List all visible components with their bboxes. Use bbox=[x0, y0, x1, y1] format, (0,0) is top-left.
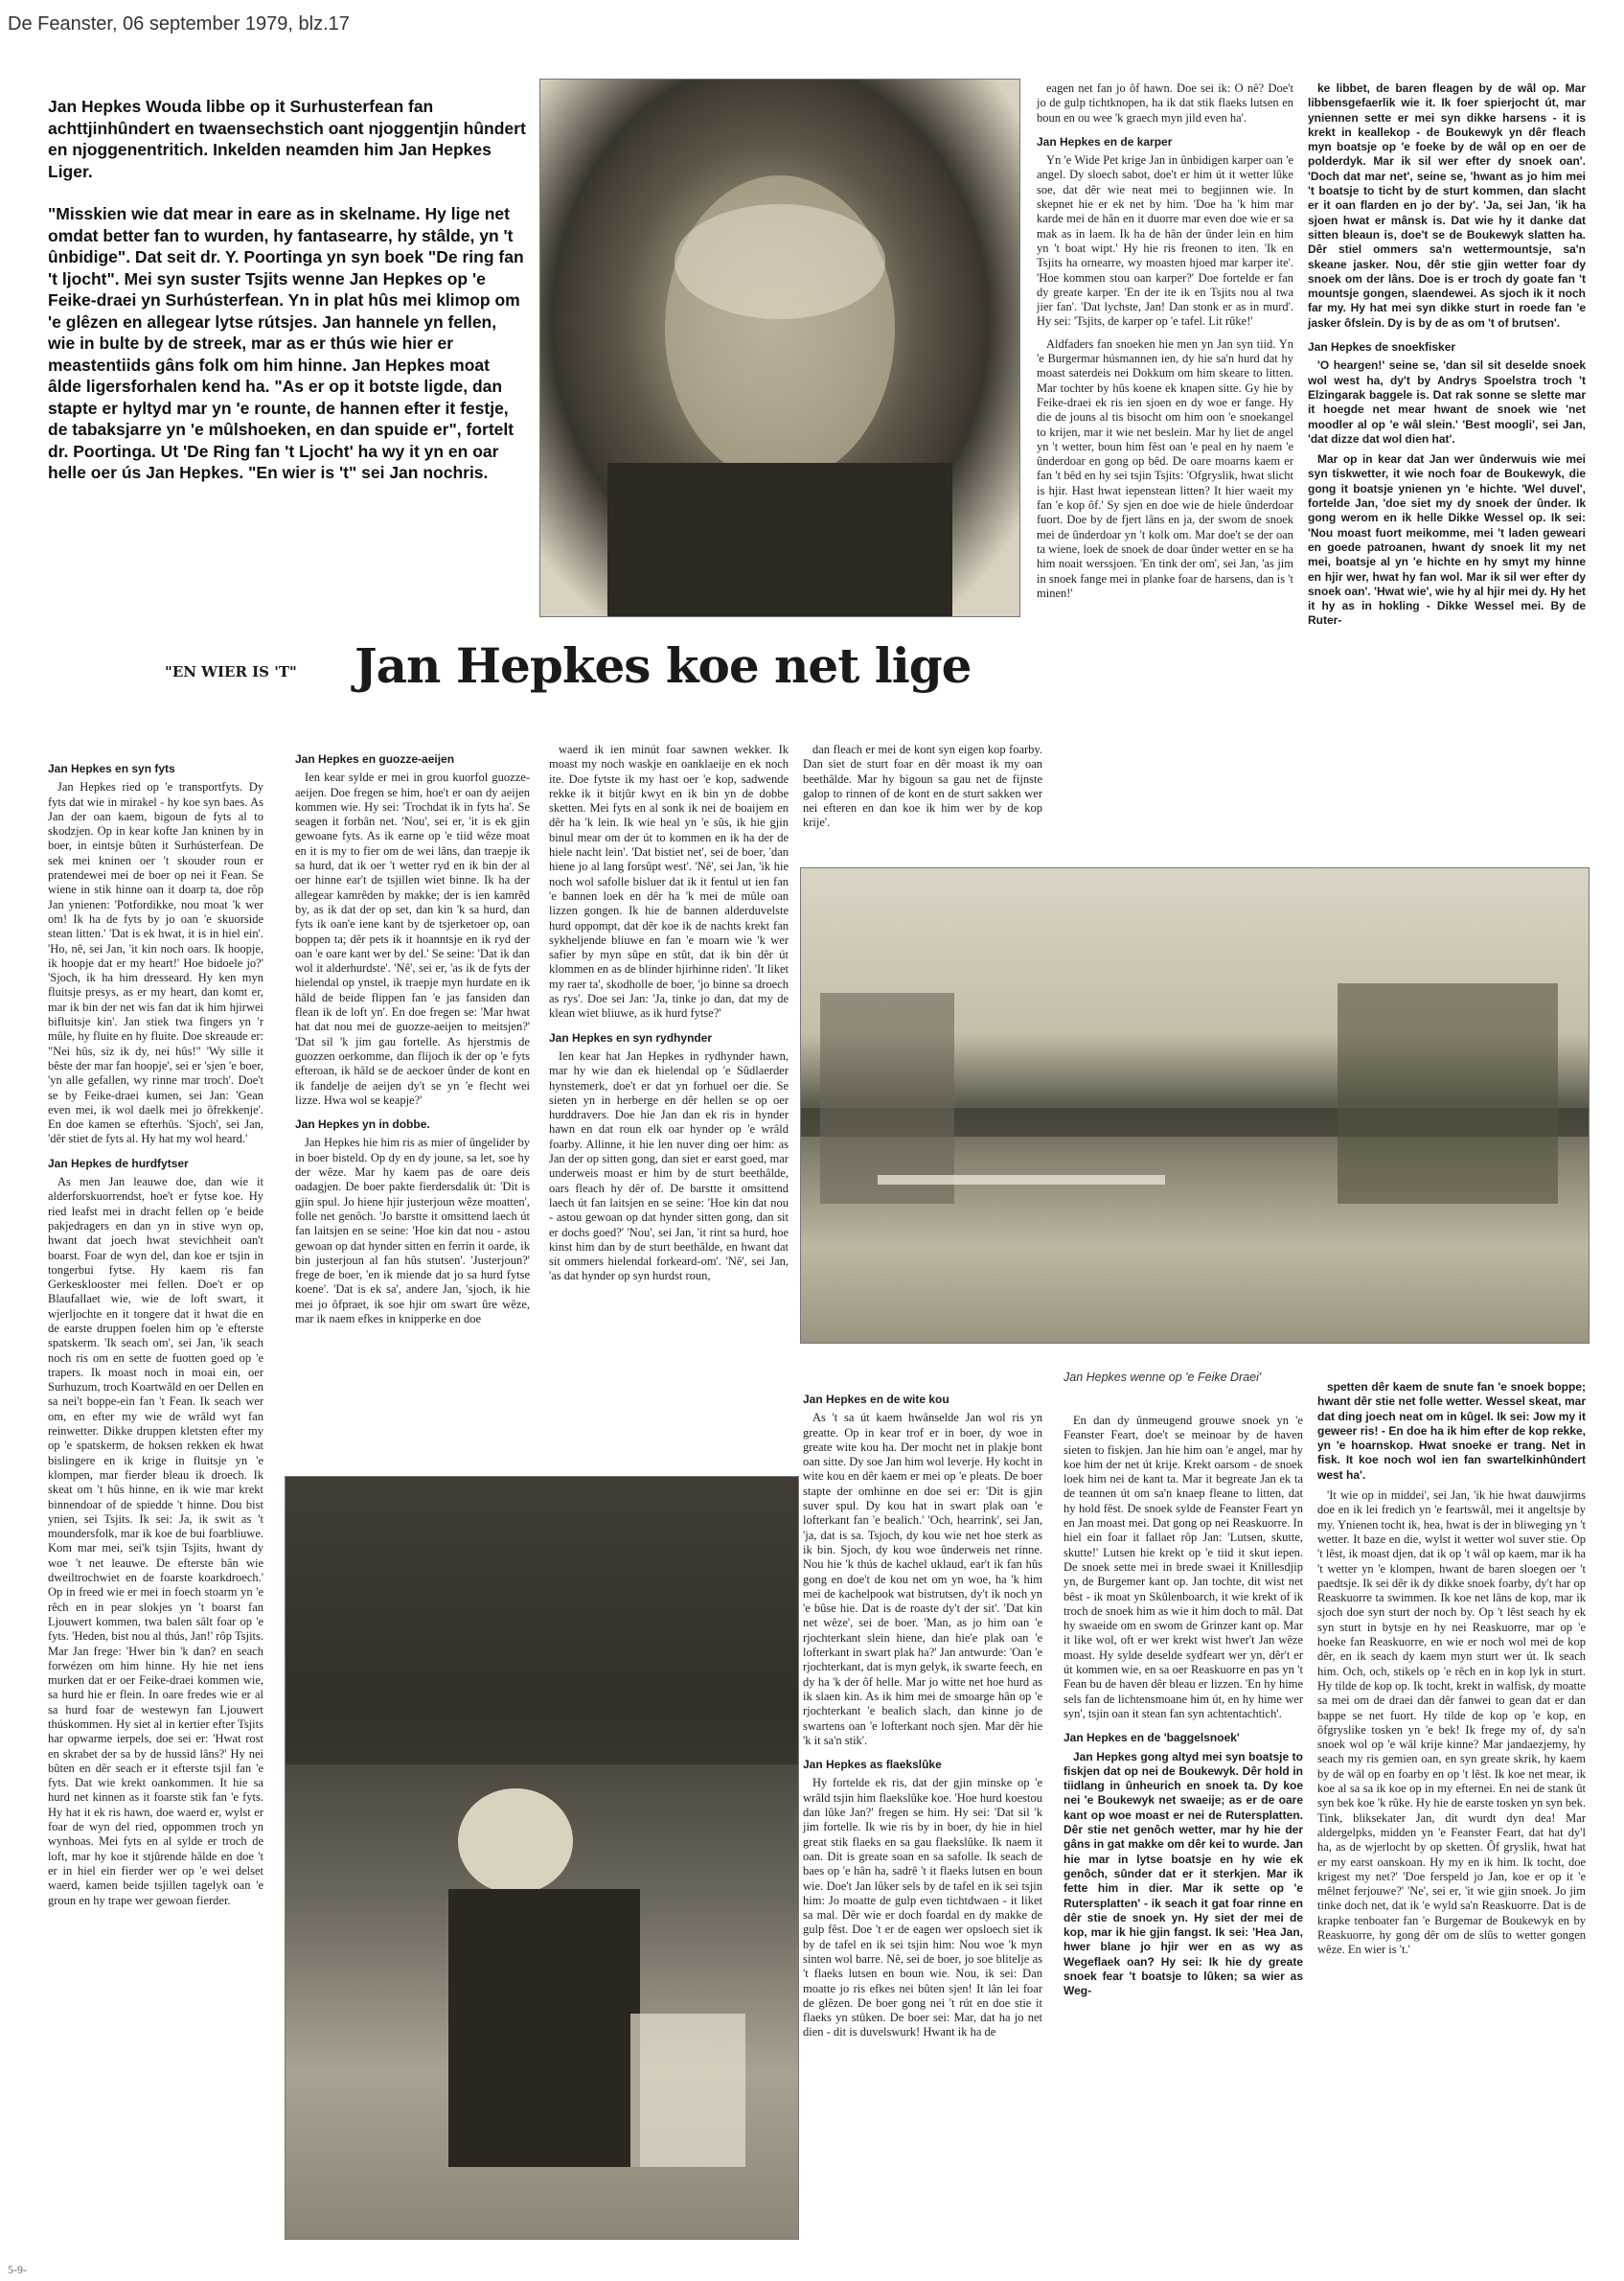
column-3 bbox=[549, 743, 789, 1287]
source-line: De Feanster, 06 september 1979, blz.17 bbox=[8, 13, 350, 35]
article-text: spetten dêr kaem de snute fan 'e snoek boppe; hwant dêr stie net folle wetter. Wessel skeat, mar dat ding joech neat om in kûgel. Ik sei: Jow my it geweer ris! - En doe ha ik him efter de kop rekke, yn 'e hoarnskop. Hwat snoeke er trang. Net in fisk. It koe noch wol ien fan swartelkinhûndert west ha'. bbox=[1317, 1380, 1586, 1482]
column-5 bbox=[1037, 81, 1293, 604]
section-heading: Jan Hepkes yn in dobbe. bbox=[295, 1117, 430, 1132]
article-text: waerd ik ien minút foar sawnen wekker. Ik moast my noch waskje en oanklaeije en ek noch ite. Doe fytste ik my hast oer 'e kop, sadwende rekke ik it bitjûr kwyt en ik bin yn de dobbe sketten. Mei fyts en al sonk ik nei de boaijem en dêr ha 'k lein. Ik wie heal yn 'e sûs, ik hie gjin binul mear om der út to kommen en ik ha der de hiele nacht lein'. 'Dat bistiet net', sei de boer, 'dan hiene jo al lang forsûpt west'. 'Nê', sei Jan, 'ik hie noch wol safolle bisluer dat ik it fentul ut ien fan 'e bannen loek en dêr ha 'k mei de mûle oan lizzen gongen. Ik hie de bannen alderduvelste hurd oppompt, dat dêr koe ik de nachts krekt fan sykheljende bliuwe en fan 'e moarn wie 'k wer safier by myn sûpe en stût, dat ik bin dêr út klommen en as de blinder hjirhinne riden'. 'It liket my raer ta', skodholle de boer, 'jo binne sa droech as rys'. Doe sei Jan: 'Ja, tinke jo dan, dat my de klean wiet bliuwe, as ik hurd fytse?' bbox=[549, 743, 789, 1021]
article-text: Aldfaders fan snoeken hie men yn Jan syn tiid. Yn 'e Burgermar húsmannen ien, dy hie sa'n hurd dat hy moast saterdeis nei Dokkum om him skeare to litten. Mar tochter by hûs koene ek knapen sitte. Gy hie by Feike-draei ek ris ien sjoen en dy woe er fange. Hy die de jouns al tis bisocht om him oon 'e snoekangel to krijen, mar it wie net beslein. Mar hy liet de angel yn 't wetter, boun him fêst oan 'e peal en hy naem 'e ûnderdoar en gong op bêd. De oare moarns kaem er fan 't bêd en hy sei tsjin Tsjits: 'Ofgryslik, hwat slicht is hjir. Hast hwat iepenstean litten? It hier waeit my fan 'e kop ôf.' Sy sjen en doe wie de hiele ûnderdoar fuort. Doe by de fjert lâns en ja, der swom de snoek mei de ûnderdoar yn 't kolk om. Mar doe't se der oan ta wiene, loek de snoek de doar ûnder wetter en se ha him noait werssjoen. 'En tink der om', sei Jan, 'as jim in snoek fange mei in planke foar de harsens, dan is 't minen!' bbox=[1037, 336, 1293, 600]
column-2 bbox=[295, 743, 530, 1329]
headline-title: Jan Hepkes koe net lige bbox=[355, 637, 972, 694]
man-scene bbox=[286, 1477, 798, 2239]
article-text: Jan Hepkes hie him ris as mier of ûngelider by in boer bisteld. Op dy en dy joune, sa let, soe hy der wêze. Mar hy kaem pas de oare deis oadagjen. De boer pakte fierdersdalik út: 'Dit is gjin spul. Jo hiene hjir justerjoun wêze moatten', folle net genôch. 'Jo barstte it omsittend laech út fan laitsjen en se seine: 'Hoe kin dat nou - astou gewoan op dat hynder sitten en ferrin it oarde, ik bin justerjoun al fan hûs stutsen'. 'Justerjoun?' frege de boer, 'en ik miende dat jo sa hurd fytse koene'. 'Dat is ek sa', andere Jan, 'sjoch, ik hie mei jo ôfpraet, ik soe hjir om swart ûre wêze, mar ik naem efkes in knipperke en doe bbox=[295, 1136, 530, 1325]
photo-caption: Jan Hepkes wenne op 'e Feike Draei' bbox=[1064, 1371, 1262, 1384]
section-heading: Jan Hepkes en syn rydhynder bbox=[549, 1030, 713, 1045]
article-text: As men Jan leauwe doe, dan wie it alderforskuorrendst, hoe't er fytse koe. Hy ried leafst mei in dracht fellen op 'e beide pakjedragers en dan yn in stive wyn op, hwant dat joech hwat stevichheit oan't boarst. Foar de wyn del, dan koe er tsjin in tongerbui fytse. Hy kaem ris fan Gerkesklooster mei fellen. Doe't er op Blaufallaet wie, wie de loft swart, it wjerljochte en it tongere dat it hwat die en de earste druppen foelen him op 'e efterste spatskerm. 'Ik seach om', sei Jan, 'ik seach noch ris om en sette de fuotten goed op 'e trapers. Ik moast noch in moai ein, oer Surhuzum, troch Koartwâld en oer Dellen en sa nei't boppe-ein fan 't Fean. Ik seach wer om, en efter my wie de wrâld wyt fan reinwetter. Dikke druppen kletsten efter my op 'e spatskerm, de hoksen rekken ek hwat bislingere en ik krige in fluitsje yn 'e klompen, mar fierder bleau ik droech. Ik skeat om 't hûs hinne, en ik wie mar krekt binnendoar of de spiedde 't hinne. Dou bist ynien, sei Tsjits. Ik sei: Ja, ik swit as 't moundersfolk, mar ik koe de bui foarbliuwe. Kom mar mei, sei'k tsjin Tsjits, hwant dy woe 't net leauwe. De efterste bân wie dweiltrochwiet en de foarste koarkdroech.' Op in freed wie er mei in foech stoarm yn 'e rêch en in pear slokjes yn 't boarst fan Ljouwert kommen, twa balen sâlt foar op 'e fyts. 'Heden, bist nou al thús, Jan!' rôp Tsjits. Mar Jan frege: 'Hwer bin 'k dan? en seach forwézen om him hinne. Hy hie net iens murken dat er oer Feike-draei kommen wie, sa hurd hie er flein. In oare fredes wie er al sa hurd foar de westewyn fan Ljouwert thúskommen. Hy siet al in kertier efter Tsjits har opwarme ierpels, doe sei er: 'Hwat rost en skrabet der sa by de hussid lâns?' Hy nei bûten en dêr seach er it efterste tsjil fan 'e fyts. Dat wie krekt oankommen. It hie sa hurd net kinnen as it foarste stik fan 'e fyts. Hy hat it ek ris hawn, doe waerd er, wylst er foar de wyn del ried, oppommen troch yn wynhoas. Mei fyts en al sylde er troch de loft, mar hy koe it stjûrende hâlde en doe 't er in hiel ein fierder wer op 'e wei delset waerd, kamen beide tsjillen tagelyk oan 'e groun en hy trape wer gewoan fierder. bbox=[48, 1175, 263, 1907]
article-text: 'It wie op in middei', sei Jan, 'ik hie hwat dauwjirms doe en ik lei fredich yn 'e feartswâl, mei it angeltsje by my. Ynienen tocht ik, hea, hwat is der in bliweging yn 't wetter. It baze en die, wylst it wetter wol suver stie. Op 't lêst, ik moast djen, dat ik op 't wâl op kaem, mar ik ha 't wetter yn 'e klompen, hwant de baren sloegen oer 't paedtsje. Ik sei dêr ik dy dikke snoek foarby, dy't har op Reaskuorre ta swimmen. Ik koe net lâns de kop, mar ik sjoch doe syn sturt der noch by. Op 't lêst seach hy ek syn sturt in bytsje en hy nei Reaskuorre, mar op 'e hoeke fan Reaskuorre, en wie er noch wol mei de kop dêr, en ik seach dy kaem myn sturt wer út. Ik seach him. Och, och, stikels op 'e rêch en in kop lyk in sturt. Hy tilde de kop op. Ik tocht, krekt in walfisk, dy moatte sa mei om de draei dan dêr fanwei to gean dat er dan bappe se net fuort. Hy tilde de kop op 'e kop, en ôfgryslike tosken yn 'e bek! Ik frege my of, dy sa'n snoek wol op 'e wâl krije kinne? Mar jandaezjemy, hy seach my ris gemien oan, en syn greate skrik, hy kaem by de wâl op en foarby en op 't lêst. Ik koe net mear, ik koe al sa sa ik koe op in my efternei. En nei de stank ût syn bek koe 'k rûke. Hy hie de earste tosken yn syn bek. Tink, bliksekater Jan, dit wurdt dyn dea! Mar aldergelpks, midden yn 'e Feanster Feart, dat hat dy'l ha, as de wjerlocht by op sketten. Ôf gryslik, hwat hat er my earst oanskoan. Hy my en ik him. Ik tocht, doe krigest my net?' 'Doe ferspeld jo Jan, koe er op it 'e mêlnet ferjouwe?' 'Ne', sei er, 'it wie gjin snoek. Jo jim tinke doch net, dat ik 'e wyld sa'n Reaskuorre. Dat is de krapke tenboater fan 'e Burgemar de Boukewyk en by Reaskuorre, hy gong dêr om de slûs to wetter gongen wêze. En wier is 't.' bbox=[1317, 1488, 1586, 1957]
intro-paragraph-1: Jan Hepkes Wouda libbe op it Surhusterfean fan achttjinhûndert en twaensechstich oant njoggentjin hûndert en njoggenentritich. Inkelden neamden him Jan Hepkes Liger. bbox=[48, 97, 526, 181]
portrait-figure bbox=[540, 80, 1019, 616]
section-heading: Jan Hepkes de hurdfytser bbox=[48, 1156, 189, 1170]
article-text: Ien kear sylde er mei in grou kuorfol guozze-aeijen. Doe fregen se him, hoe't er oan dy aeijen kommen wie. Hy sei: 'Trochdat ik in fyts ha'. Se seagen it forbân net. 'Nou', sei er, 'it is ek gjin gewoane fyts. As ik earne op 'e tiid wêze moat en it is my to fier om de wei lâns, dan traepje ik sa hurd, dat ik oer 't wetter ryd en ik bin der al oer hinne ear't de tsjillen wiet binne. Ik ha der allegear kamrêden by makke; der is ien kamrêd by, as ik dat der op set, dan kin 'k sa hurd, dan fyts ik oan'e iene kant by de tsjerketoer op, oan boppen ta; dêr pets ik it hoanntsje en ik ryd der oan 'e oare kant wer by del.' Se seine: 'Dat ik dan wol it alderhurdste'. 'Nê', sei er, 'as ik de fyts der hielendal op ynstel, ik traepje myn hurdate en ik hâld de beide flippen fan 'e jas fansiden dan flean ik de loft yn'. En doe fregen se: 'Mar hwat hat dat nou mei de guozze-aeijen to meitsjen?' 'Dat sil 'k jim gau fortelle. As hjerstmis de guozzen oerkomme, dan flijoch ik der op 'e fyts efteroan, ik hâld se de aeckoer ûnder de kont en ik fandelje de aeijen dy't se yn 'e flecht wei lizze. Hwa wol se keapje?' bbox=[295, 771, 530, 1107]
article-text: Ien kear hat Jan Hepkes in rydhynder hawn, mar hy wie dan ek hielendal op 'e Sûdlaerder hynstemerk, doe't er dat yn forhuel oer die. Se sieten yn in herberge en dêr hellen se op oer hurddravers. Doe hie Jan dan ek ris in hynder hawn en dat roun elk oar hynder op 'e wrâld foarby. Allinne, it hie len nuver ding oer him: as Jan der op sitten gong, dan siet er earst goed, mar underweis moast er him by de sturt beethâlde, oars fleach hy dêr of. De barstte it omsittend laech út fan laitsjen en se seine: 'Hoe kin dat nou - astou gewoan op dat hynder sitten gong, dan sit er dochs goed?' 'Nou', sei Jan, 'it rint sa hurd, hoe kinst him dan by de sturt beethâlde, en hwant dat sit ommers hielendal forkeard-om'. 'Nê', sei Jan, 'as dat hynder op syn hurdst roun, bbox=[549, 1048, 789, 1283]
house-photo bbox=[800, 867, 1590, 1344]
headline-kicker: "EN WIER IS 'T" bbox=[165, 663, 297, 680]
article-text: dan fleach er mei de kont syn eigen kop foarby. Dan siet de sturt foar en dêr moast ik my oan beethâlde. Mar hy bigoun sa gau net de fijnste galop to rinnen of de kont en de sturt sakken wer nei efteren en dan koe ik him wer by de kop krije'. bbox=[803, 743, 1042, 830]
column-bottom-5 bbox=[1317, 1380, 1586, 1961]
article-text: Jan Hepkes ried op 'e transportfyts. Dy fyts dat wie in mirakel - hy koe syn baes. As Jan der oan kaem, bigoun de fyts al to skodzjen. Op in kear kofte Jan kninen by in boer, in eintsje bûten it Surhústerfean. De sek mei kninen oer 't skouder roun er pratendewei mei de boer op nei it Fean. Se wiene in stik hinne oan it doarp ta, doe rôp Jan ynienen: 'Potfordikke, nou moat 'k wer om! Ik ha de fyts by jo oan 'e skuorside stean litten.' 'Dat is ek hwat, it is in hiel ein'. 'Ho, nê, sei Jan, 'it kin noch oars. Ik hoopje, ik hoopje dat er my heart!' Hoe bidoele jo?' 'Sjoch, ik ha him dresseard. Hy ken myn fluitsje presys, as er my heart, dan komt er, mar ik bin der net wis fan dat ik him hjirwei bifluitsje kin'. Jan stiek twa fingers yn 'r mûle, hy fluite en hy fluite. Doe skreaude er: "Nei hûs, siz ik dy, nei hûs!" 'Wy sille it bêste der mar fan hoopje', sei er 'sjen 'e boer, 'yn alle gefallen, wy rinne mar troch'. Doe't se by Feike-draei kumen, sei Jan: 'Gean even mei, ik wol daelk mei jo ôfrekkenje'. En doe kamen se efterhûs. 'Sjoch', sei Jan, 'dêr stiet de fyts al. Hy hat my wol heard.' bbox=[48, 780, 263, 1146]
section-heading: Jan Hepkes en de 'baggelsnoek' bbox=[1064, 1731, 1240, 1745]
portrait-photo bbox=[539, 79, 1020, 617]
article-text: ke libbet, de baren fleagen by de wâl op. Mar libbensgefaerlik wie it. Ik foer spierjocht út, mar yniennen sette er mei syn dikke harsens - it is krekt in keallekop - de Boukewyk yn dêr fleach myn boatsje op 'e foeke by de wâl op en oer de polderdyk. Mar ik sil wer efter dy snoek oan'. 'Doch dat mar net', seine se, 'hwant as jo him mei 't boatsje to ticht by de sturt kommen, dan slacht er it oan flarden en jo der by'. 'Ja, sei Jan, 'ik ha sjoen hwat er mânsk is. Dat wie hy it danke dat sitten bleaun is, doe't se de Boukewyk slatten ha. Dêr stiel ommers sa'n wettermountsje, sa'n skeane jasker. Nou, dêr stie gjin wetter foar dy snoek om der lâns. Doe is er troch dy goate fan 't mountsje gongen, slaendewei. As sjoch ik it noch far my. Hy hat mei syn dikke sturt in roede fan 'e jasker ôfslein. Dy is by de as om 't of brutsen'. bbox=[1308, 81, 1586, 330]
column-bottom-3 bbox=[803, 1383, 1042, 2043]
intro-paragraph-2: "Misskien wie dat mear in eare as in skelname. Hy lige net omdat better fan to wurden, hy fantasearre, hy stâlde, yn 't ûnbidige". Dat seit dr. Y. Poortinga yn syn boek "De ring fan 't ljocht". Mei syn suster Tsjits wenne Jan Hepkes op 'e Feike-draei yn Surhústerfean. Yn in plat hûs mei klimop om 'e glêzen en allegear lytse rútsjes. Jan hannele yn fellen, wie in bulte by de streek, mar as er thús wie hier er meastentiids gâns folk om him hinne. Jan Hepkes moat âlde ligersforhalen kend ha. "As er op it botste ligde, dan stapte er hyltyd mar yn 'e rounte, de hannen efter it festje, de tabaksjarre yn 'e mûlshoeken, en dan spuide er", fortelt dr. Poortinga. Ut 'De Ring fan 't Ljocht' ha wy it yn en oar helle oer ús Jan Hepkes. "En wier is 't" sei Jan nochris. bbox=[48, 204, 524, 482]
section-heading: Jan Hepkes en guozze-aeijen bbox=[295, 752, 455, 766]
article-text: 'O heargen!' seine se, 'dan sil sit deselde snoek wol west ha, dy't by Andrys Spoelstra troch 't Elzingarak baggele is. Dat rak sonne se slette mar it hoegde net mear hwant de snoek wie 'net moodler al op 'e wâl slein.' 'Best moogli', sei Jan, 'dat dizze dat wol dien hat'. bbox=[1308, 358, 1586, 446]
article-text: Mar op in kear dat Jan wer ûnderwuis wie mei syn tiskwetter, it wie noch foar de Boukewyk, die gong it boatsje ynienen yn 'e hichte. 'Wel duvel', fortelde Jan, 'doe siet my dy snoek der ûnder. Ik gong werom en ik helle Dikke Wessel op. Ik sei: 'Nou moast fuort meikomme, mei 't laden geweari en goede patroanen, hwant dy snoek lit my net mei, boatsje al yn 'e hichte en hy smyt my hinne en hjir wer, hwat hy fan wol. Mar ik sil wer efter dy snoek oan'. 'Hwat wie', wie hy al hjir mei dy. Hy het it hy as in hokling - Dikke Wessel mei. By de Ruter- bbox=[1308, 452, 1586, 628]
article-text: Jan Hepkes gong altyd mei syn boatsje to fiskjen dat op nei de Boukewyk. Dêr hold in tiidlang in ûnheurich en snoek ta. Dy koe nei 'e Boukewyk net swaeije; as er de oare kant op woe moast er nei de Rutersplatten. Dêr stie net genôch wetter, mar hy hie der gâns in gat makke om dêr kei to wurde. Jan hie mar in lytse boatsje en hy wie ek genôch, sûnder dat er it sterkjen. Mar ik fette him in dier. Mar ik sette op 'e Rutersplatten' - ik seach it gat foar rinne en dêr stie de snoek yn. Hy siet der mei de kop, mar ik hie gjin fangst. Ik sei: 'Hea Jan, hwer blane jo hjir wer en as wy as Wegeflaek oan? Hy sei: Ik hie dy greate snoek fear 't boatsje to lûken; sa wier as Weg- bbox=[1064, 1749, 1303, 1998]
section-heading: Jan Hepkes en de wite kou bbox=[803, 1393, 949, 1406]
article-text: Yn 'e Wide Pet krige Jan in ûnbidigen karper oan 'e angel. Dy sloech sabot, doe't er him út it wetter lûke soe, dat dêr wie neat mei to begjinnen wie. In skepnet hie er ek net by him. 'Doe ha 'k him mar karde mei de hân en it duorre mar even doe wie er sa mak as in laem. Ik ha de hân der ûnder lein en him yn 't boat wipt.' Hy hie ris freonen to iten. 'Ik en Tsjits ha ornearre, wy moasten hjoed mar karper ite'. 'Hoe kommen stou oan karper?' Doe fortelde er fan dy greate karper. 'En der ite ik en Tsjits nou al twa jier fan'. 'Dat lychste, Jan! Dan stonk er as in murd'. Hy sei: 'Tsjits, de karper op 'e tafel. Lit rûke!' bbox=[1037, 153, 1293, 329]
article-text: Hy fortelde ek ris, dat der gjin minske op 'e wrâld tsjin him flaekslûke koe. 'Hoe hurd koestou dan lûke Jan?' fregen se him. Hy sei: 'Dat sil 'k jim fortelle. Ik wie ris by in boer, dy hie in hiel great stik flaeks en sa gau flaekslûke. Ik naem it oan. Dit is greate soan en sa safolle. Ik seach de baes op 'e hân ha, sadrê 't it flaeks lutsen en boun wie. Doe't Jan lûker sels by de tafel en ik sei tsjin him: Jo moatte de gulp even tichtdwaen - it liket sa mal. Dêr wie er doch foardal en dy makke de gulp fêst. Doe 't er de eagen wer opsloech siet ik by de tafel en ik sei tsjin him: Nou woe 'k myn sinten wol barre. Nê, sei de boer, jo soe blitelje as 't flaeks lutsen en boun wie. Nou, ik sei: Dan moatte jo ris efkes nei bûten sjen! It lân lei foar de glêzen. De boer gong nei 't rút en doe stie it flaeks yn stûken. De boer sei: Mar, dat ha jo net dien - dit is duvelswurk! Hwant ik ha de bbox=[803, 1776, 1042, 2039]
column-bottom-4 bbox=[1064, 1414, 1303, 2002]
section-heading: Jan Hepkes en syn fyts bbox=[48, 762, 175, 775]
column-6 bbox=[1308, 81, 1586, 632]
section-heading: Jan Hepkes en de karper bbox=[1037, 134, 1173, 149]
article-text: En dan dy ûnmeugend grouwe snoek yn 'e Feanster Feart, doe't se meinoar by de haven sieten to fiskjen. Jan hie him oan 'e angel, mar hy koe him der net út krije. Krekt oarsom - de snoek loek him nei de kant ta. Mar it begreate Jan ek ta de teannen út om sa'n knaep fleane to litten, dat hy hold fêst. De snoek sylde de Feanster Feart yn en Jan moast mei. Dat gong op nei Reaskuorre. In hiel ein foar it fallaet rôp Jan: 'Lutsen, skutte, skutte!' Lutsen hie krekt op 'e tiid it skut iepen. De snoek sette mei in brede swaei it Knillesdjip yn, de Burgemer kant op. Jan tochte, dit wist net bêst - ik moat yn Skûlenboarch, it wie krekt of ik troch de snoek him as wie it him doch to mâl. Dat hy swaeide om en swom de Grinzer kant op. Mar it like wol, oft er wer krekt wist hwer't Jan wêze moast. Hy sylde deselde sydfeart wer yn, dêr't er út kommen wie, en sa oer Reaskuorre en pas yn 't Fean bu de haven dêr bleau er lizzen. 'En hy hime sels fan de lichtensmoane him út, en hy hime wer syn', tsjin oan it stean fan syn achtentachtich'. bbox=[1064, 1414, 1303, 1720]
section-heading: Jan Hepkes as flaekslûke bbox=[803, 1758, 942, 1772]
article-text: eagen net fan jo ôf hawn. Doe sei ik: O nê? Doe't jo de gulp tichtknopen, ha ik dat stik flaeks lutsen en boun en ou wee 'k graech myn jild even ha'. bbox=[1037, 81, 1293, 125]
section-heading: Jan Hepkes de snoekfisker bbox=[1308, 340, 1456, 355]
man-photo bbox=[285, 1476, 799, 2240]
house-scene bbox=[801, 868, 1589, 1343]
column-1 bbox=[48, 752, 263, 1911]
footer-mark: 5-9- bbox=[8, 2263, 27, 2276]
article-text: As 't sa út kaem hwânselde Jan wol ris yn greatte. Op in kear trof er in boer, dy woe in greate wite kou ha. Der mocht net in plakje bont oan sitte. Dy soe Jan him wol leverje. Hy kocht in wite kou en dêr kaem er mei op 'e pleats. De boer stapte der omhinne en doe sei er: 'Dit is gjin suver spul. Dy kou hat in swart plak oan 'e lofterkant fan 'e bealich.' 'Och, hearrink', sei Jan, 'ja, dat is sa. Tsjoch, dy kou wie net hoe sterk as ik bin. Sjoch, dy kou woe ûnderweis net rinne. Nou hie 'k thús de kachel uklaud, ear't ik fan hûs gong en doe't de kou net om yn woe, ha 'k him mei de kachelpook wat bistrutsen, dy't ik noch yn 'e bûse hie. Dat is de roaste dy't der sit'. 'Dat kin net wêze', sei de boer. 'Man, as jo him oan 'e rjochterkant slein hiene, dan hie'e plak oan 'e lofterkant in swart plak ha?' Jan antwurde: 'Oan 'e rjochterkant, dat is myn gelyk, ik swarte feech, en dy ha 'k der ôf helle. Mar jo witte net hoe hurd as ik slaen kin. As ik him mei de smoarge hân op 'e rjochterkant 'e bealich slach, dan kinne jo de swartens oan 'e lofterkant noch sjen. Mar dêr hie 'k it sa'n stik'. bbox=[803, 1411, 1042, 1747]
intro-block bbox=[48, 96, 527, 505]
column-4-top bbox=[803, 743, 1042, 834]
